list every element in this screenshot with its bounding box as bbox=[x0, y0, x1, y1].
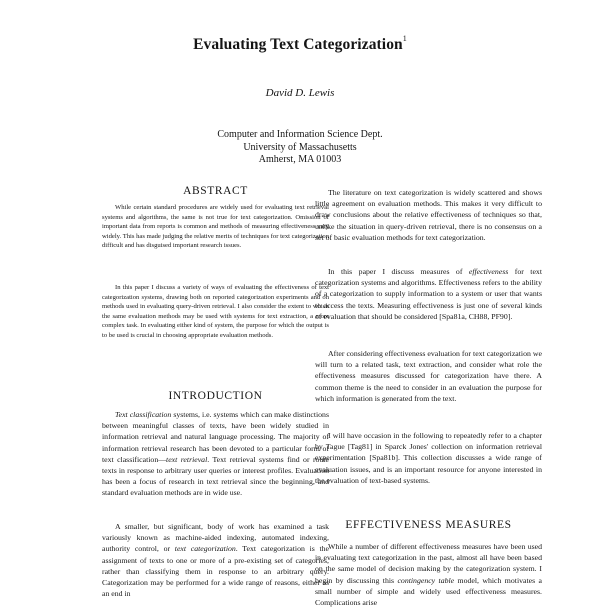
right-p5-em: contingency table bbox=[397, 575, 455, 585]
intro-p1-b: . Text retrieval systems find or route texts in response to arbitrary user queries or interest profiles. Evaluation has been a focus of research in text retrieval since the beginning, and standard evaluation methods are in wide use. bbox=[102, 454, 329, 498]
intro-paragraph bbox=[102, 409, 329, 499]
right-p1: The literature on text categorization is widely scattered and shows little agreement on evaluation methods. This makes it very difficult to draw conclusions about the relative effectiveness of techniques so that, unlike the situation in query-driven retrieval, there is no consensus on a set of basic evaluation methods for text categorization. bbox=[315, 188, 542, 242]
affiliation-line: University of Massachusetts bbox=[243, 141, 357, 153]
intro-p2-a: A smaller, but significant, body of work has examined a task variously known as machine-aided indexing, automated indexing, authority control, or bbox=[102, 522, 329, 554]
affiliation-block bbox=[0, 129, 600, 167]
intro-p2-em: text categorization bbox=[174, 544, 236, 554]
right-paragraph bbox=[315, 430, 542, 486]
abstract-section bbox=[102, 186, 329, 197]
affiliation-line: Computer and Information Science Dept. bbox=[217, 129, 383, 140]
intro-p1-em2: text retrieval bbox=[166, 454, 208, 464]
right-p2 bbox=[315, 266, 542, 322]
effectiveness-section bbox=[315, 520, 542, 531]
title-text: Evaluating Text Categorization bbox=[193, 36, 403, 53]
author-name: David D. Lewis bbox=[265, 87, 335, 99]
abstract-p1: While certain standard procedures are widely used for evaluating text retrieval systems and algorithms, the same is not true for text categorization. Omission of important data from reports is common and methods of measuring effectiveness vary widely. This has made judging the relative merits of techniques for text categorization difficult and has disguised important research issues. bbox=[102, 204, 329, 250]
right-p2-b: for text categorization systems and algorithms. Effectiveness refers to the ability of a categorization to supply information to a system or user that wants to access the texts. Measuring effectiveness is just one of several kinds of evaluation that should be considered [Spa81a, CH88, PF90]. bbox=[315, 267, 542, 321]
right-p2-a: In this paper I discuss measures of bbox=[328, 267, 469, 276]
abstract-paragraph bbox=[102, 203, 329, 251]
abstract-paragraph bbox=[102, 283, 329, 341]
right-p2-em: effectiveness bbox=[468, 267, 509, 276]
right-p5-b: model, which motivates a small number of simple and widely used effectiveness measures. Complications arise bbox=[315, 575, 542, 608]
title-footnote-mark: 1 bbox=[402, 34, 407, 43]
right-p5 bbox=[315, 541, 542, 608]
intro-p1-a: systems, i.e. systems which can make distinctions between meaningful classes of texts, have been widely studied in information retrieval and natural language processing. The majority of information retrieval research has been devoted to a particular form of text classification— bbox=[102, 410, 329, 464]
intro-p1-em: Text classification bbox=[115, 410, 172, 419]
introduction-heading: INTRODUCTION bbox=[168, 390, 263, 402]
paper-title bbox=[0, 36, 600, 54]
abstract-heading: ABSTRACT bbox=[183, 185, 248, 197]
effectiveness-heading: EFFECTIVENESS MEASURES bbox=[345, 519, 512, 531]
right-p3: After considering effectiveness evaluation for text categorization we will turn to a related task, text extraction, and consider what role the effectiveness measures discussed for categorization have there. A common theme is the need to consider in an evaluation the purpose for which information is generated from the text. bbox=[315, 349, 542, 403]
affiliation-line: Amherst, MA 01003 bbox=[258, 154, 342, 165]
intro-p2-b: . Text categorization is the assignment of texts to one or more of a pre-existing set of categories, rather than classifying them in response to an arbitrary query. Categorization may be performed for a wide range of reasons, either as an end in bbox=[102, 544, 330, 599]
introduction-section bbox=[102, 391, 329, 402]
right-paragraph bbox=[315, 541, 542, 608]
right-paragraph bbox=[315, 348, 542, 404]
intro-p1 bbox=[102, 409, 329, 499]
right-paragraph bbox=[315, 187, 542, 243]
intro-p2 bbox=[102, 521, 329, 599]
intro-paragraph bbox=[102, 521, 329, 599]
right-p4: I will have occasion in the following to repeatedly refer to a chapter by Tague [Tag81] in Sparck Jones' collection on information retrieval experimentation [Spa81b]. This collection discusses a wide range of evaluation issues, and is an important resource for anyone interested in the evaluation of text-based systems. bbox=[315, 431, 542, 485]
right-paragraph bbox=[315, 266, 542, 322]
right-p5-a: While a number of different effectiveness measures have been used in evaluating text categorization in the past, almost all have been based on the same model of decision making by the categorization system. I begin by discussing this bbox=[315, 542, 542, 585]
abstract-p2: In this paper I discuss a variety of ways of evaluating the effectiveness of text categorization systems, drawing both on reported categorization experiments and on methods used in evaluating query-driven retrieval. I also consider the extent to which the same evaluation methods may be used with systems for text extraction, a more complex task. In evaluating either kind of system, the purpose for which the output is to be used is crucial in choosing appropriate evaluation methods. bbox=[102, 284, 329, 339]
